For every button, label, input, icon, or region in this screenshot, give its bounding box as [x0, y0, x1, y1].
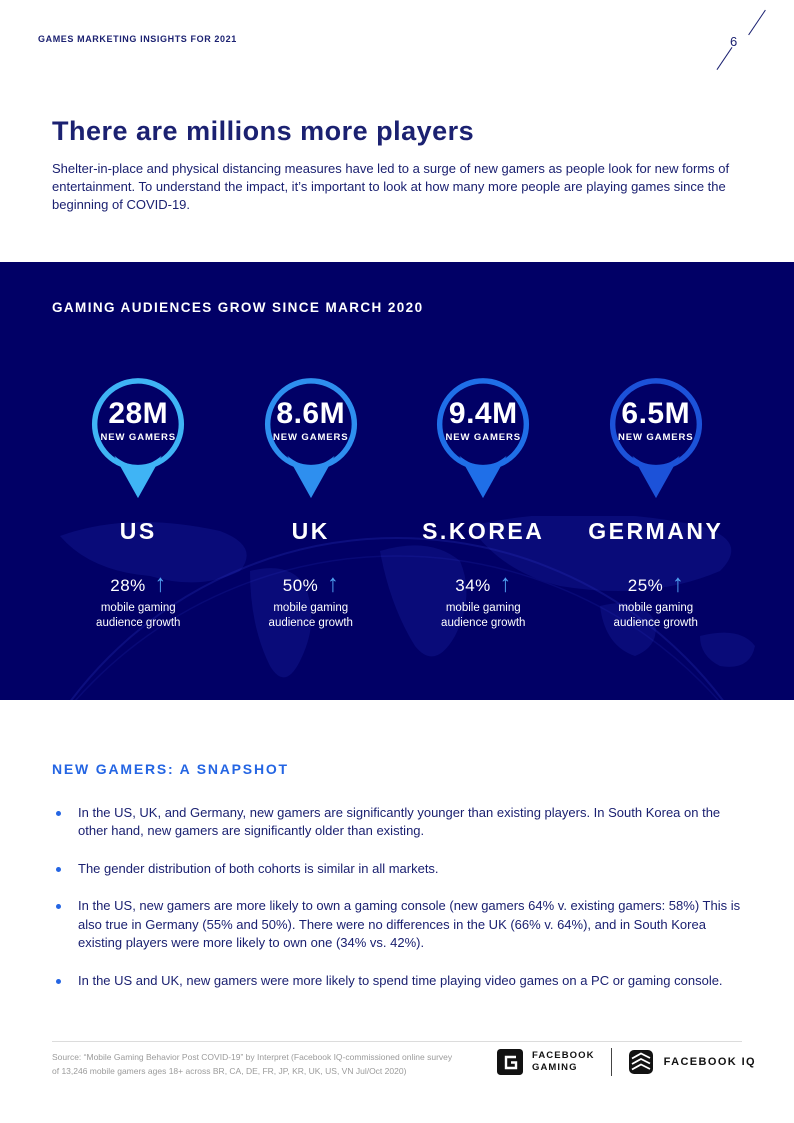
page-corner-slash-top — [748, 10, 766, 35]
list-item — [56, 897, 748, 952]
new-gamers-value: 6.5M — [621, 397, 691, 430]
bullet-text: In the US and UK, new gamers were more likely to spend time playing video games on a PC or gaming console. — [78, 972, 723, 988]
growth-percent: 50% — [282, 576, 319, 595]
page-corner-slash-bottom — [717, 47, 733, 70]
country-name: US — [119, 518, 157, 544]
up-arrow-icon: ↑ — [327, 568, 339, 597]
growth-percent: 25% — [627, 576, 664, 595]
list-item — [56, 972, 748, 990]
facebook-iq-icon — [628, 1049, 654, 1075]
footer-divider — [52, 1041, 742, 1042]
up-arrow-icon: ↑ — [499, 568, 512, 597]
growth-label — [96, 601, 180, 631]
growth-label — [269, 601, 353, 631]
list-item — [56, 804, 748, 841]
bullet-dot-icon — [56, 867, 61, 872]
growth-stat — [627, 568, 684, 597]
stat-uk — [225, 374, 398, 631]
growth-label-line2: audience growth — [96, 616, 181, 629]
up-arrow-icon: ↑ — [672, 568, 684, 597]
growth-label-line1: mobile gaming — [445, 602, 521, 614]
facebook-gaming-label-line2: GAMING — [531, 1062, 578, 1073]
growth-label-line2: audience growth — [441, 616, 526, 629]
facebook-gaming-icon — [497, 1049, 523, 1075]
country-name: UK — [291, 518, 330, 544]
new-gamers-label: NEW GAMERS — [273, 431, 349, 443]
growth-stat — [455, 568, 512, 597]
bullet-dot-icon — [56, 904, 61, 909]
new-gamers-label: NEW GAMERS — [618, 431, 694, 443]
logo-divider — [611, 1048, 612, 1076]
bullet-text: In the US, new gamers are more likely to own a gaming console (new gamers 64% v. existing gamers: 58%) This is also true in Germany (55% and 50%). There were no differences in the UK (66% v. 64%), and in South Korea existing players were more likely to own one (34% vs. 42%). — [78, 898, 741, 951]
growth-label-line1: mobile gaming — [273, 602, 349, 614]
stat-skorea — [397, 374, 570, 631]
bullet-dot-icon — [56, 979, 61, 984]
snapshot-heading: NEW GAMERS: A SNAPSHOT — [52, 761, 289, 777]
gaming-audiences-panel — [0, 262, 794, 700]
map-pin-uk — [256, 374, 366, 504]
map-pin-us — [83, 374, 193, 504]
stat-germany — [570, 374, 743, 631]
growth-stat — [110, 568, 167, 597]
growth-label-line2: audience growth — [268, 616, 353, 629]
growth-label-line2: audience growth — [613, 616, 698, 629]
panel-heading: GAMING AUDIENCES GROW SINCE MARCH 2020 — [52, 300, 424, 315]
growth-label — [441, 601, 525, 631]
new-gamers-value: 28M — [108, 397, 169, 430]
new-gamers-value: 8.6M — [276, 397, 346, 430]
growth-stat — [282, 568, 339, 597]
bullet-dot-icon — [56, 811, 61, 816]
intro-paragraph: Shelter-in-place and physical distancing measures have led to a surge of new gamers as people look for new forms of entertainment. To understand the impact, it’s important to look at how many more people are playing games since the beginning of COVID-19. — [52, 161, 730, 213]
map-pin-skorea — [428, 374, 538, 504]
growth-label-line1: mobile gaming — [100, 602, 176, 614]
map-pin-germany — [601, 374, 711, 504]
source-citation: Source: “Mobile Gaming Behavior Post COVID-19” by Interpret (Facebook IQ-commissioned online survey of 13,246 mobile gamers ages 18+ across BR, CA, DE, FR, JP, KR, UK, US, VN Jul/Oct 2020) — [52, 1052, 453, 1076]
bullet-text: In the US, UK, and Germany, new gamers are significantly younger than existing players. In South Korea on the other hand, new gamers are significantly older than existing. — [78, 805, 721, 839]
growth-percent: 34% — [455, 576, 491, 595]
stat-us — [52, 374, 225, 631]
facebook-iq-label: FACEBOOK IQ — [663, 1056, 756, 1068]
page-number: 6 — [730, 34, 738, 49]
footer-logos — [497, 1048, 756, 1076]
country-stats-row — [52, 374, 742, 631]
list-item — [56, 860, 748, 878]
growth-label — [614, 601, 698, 631]
report-header: GAMES MARKETING INSIGHTS FOR 2021 — [38, 34, 237, 44]
new-gamers-value: 9.4M — [448, 397, 518, 430]
growth-percent: 28% — [110, 576, 146, 595]
new-gamers-label: NEW GAMERS — [100, 431, 176, 443]
facebook-gaming-label-line1: FACEBOOK — [531, 1050, 595, 1062]
growth-label-line1: mobile gaming — [618, 602, 694, 614]
country-name: GERMANY — [588, 518, 724, 544]
up-arrow-icon: ↑ — [154, 568, 167, 597]
country-name: S.KOREA — [422, 518, 545, 544]
snapshot-bullet-list — [56, 804, 748, 1009]
facebook-iq-logo — [628, 1049, 756, 1075]
bullet-text: The gender distribution of both cohorts is similar in all markets. — [78, 860, 439, 876]
new-gamers-label: NEW GAMERS — [445, 431, 521, 443]
facebook-gaming-logo — [497, 1049, 595, 1075]
page-title: There are millions more players — [52, 116, 475, 146]
